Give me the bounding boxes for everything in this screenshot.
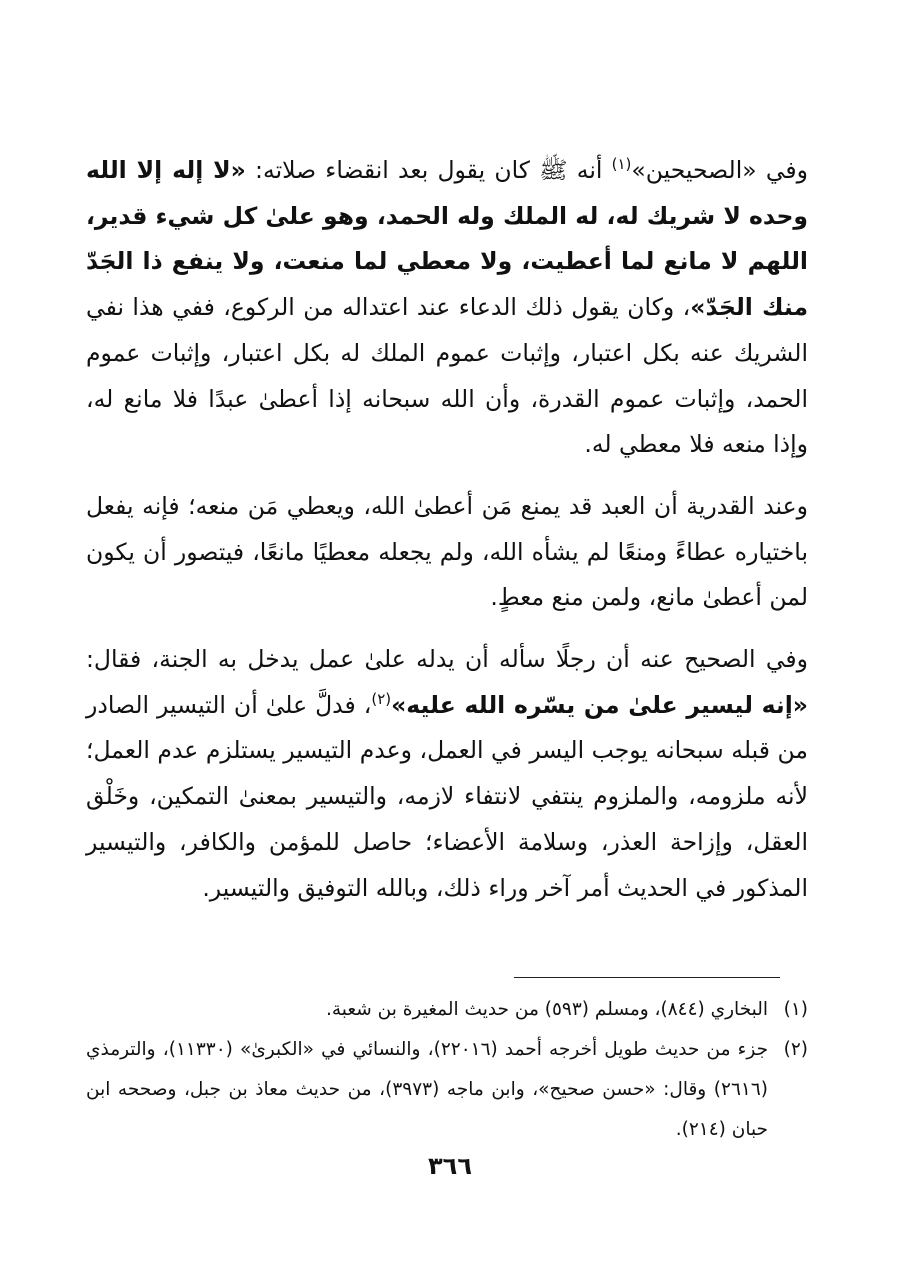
footnote-number: (٢) bbox=[783, 1039, 808, 1060]
footnote-ref-2[interactable]: (٢) bbox=[371, 689, 392, 708]
p2-text: وعند القدرية أن العبد قد يمنع مَن أعطىٰ الله، ويعطي مَن منعه؛ فإنه يفعل باختياره عطاءً ومنعًا لم يشأه الله، ولم يجعله معطيًا مانعًا، فيتصور أن يكون لمن أعطىٰ مانع، ولمن منع معطٍ. bbox=[86, 491, 808, 612]
p1-hadith-quote: «لا إله إلا الله وحده لا شريك له، له الملك وله الحمد، وهو علىٰ كل شيء قدير، اللهم لا مانع لما أعطيت، ولا معطي لما منعت، ولا ينفع ذا الجَدّ منك الجَدّ» bbox=[86, 156, 808, 322]
main-text bbox=[86, 148, 808, 927]
footnote-ref-1[interactable]: (١) bbox=[611, 155, 632, 174]
footnotes bbox=[86, 990, 808, 1150]
p3-tail: ، فدلَّ علىٰ أن التيسير الصادر من قبله سبحانه يوجب اليسر في العمل، وعدم التيسير يستلزم عدم العمل؛ لأنه ملزومه، والملزوم ينتفي لانتفاء لازمه، والتيسير بمعنىٰ التمكين، وخَلْق العقل، وإزاحة العذر، وسلامة الأعضاء؛ حاصل للمؤمن والكافر، والتيسير المذكور في الحديث أمر آخر وراء ذلك، وبالله التوفيق والتيسير. bbox=[86, 690, 808, 902]
footnote-2 bbox=[86, 1030, 808, 1150]
footnote-divider bbox=[514, 977, 780, 978]
paragraph-3 bbox=[86, 637, 808, 911]
footnote-number: (١) bbox=[783, 999, 808, 1020]
p3-hadith-quote: «إنه ليسير علىٰ من يسّره الله عليه» bbox=[391, 690, 808, 719]
p1-tail: ، وكان يقول ذلك الدعاء عند اعتداله من الركوع، ففي هذا نفي الشريك عنه بكل اعتبار، وإثبات عموم الملك له بكل اعتبار، وإثبات عموم الحمد، وإثبات عموم القدرة، وأن الله سبحانه إذا أعطىٰ عبدًا فلا مانع له، وإذا منعه فلا معطي له. bbox=[86, 293, 808, 459]
footnote-1 bbox=[86, 990, 808, 1030]
footnote-text: جزء من حديث طويل أخرجه أحمد (٢٢٠١٦)، والنسائي في «الكبرىٰ» (١١٣٣٠)، والترمذي (٢٦١٦) وقال: «حسن صحيح»، وابن ماجه (٣٩٧٣)، من حديث معاذ بن جبل، وصححه ابن حبان (٢١٤). bbox=[86, 1039, 769, 1140]
p1-lead: وفي «الصحيحين» bbox=[631, 156, 809, 184]
paragraph-2 bbox=[86, 484, 808, 621]
p1-mid: أنه ﷺ كان يقول بعد انقضاء صلاته: bbox=[245, 156, 612, 184]
footnote-text: البخاري (٨٤٤)، ومسلم (٥٩٣) من حديث المغيرة بن شعبة. bbox=[325, 999, 768, 1020]
p3-lead: وفي الصحيح عنه أن رجلًا سأله أن يدله علىٰ عمل يدخل به الجنة، فقال: bbox=[86, 645, 808, 674]
paragraph-1 bbox=[86, 148, 808, 468]
page-number: ٣٦٦ bbox=[428, 1152, 472, 1180]
